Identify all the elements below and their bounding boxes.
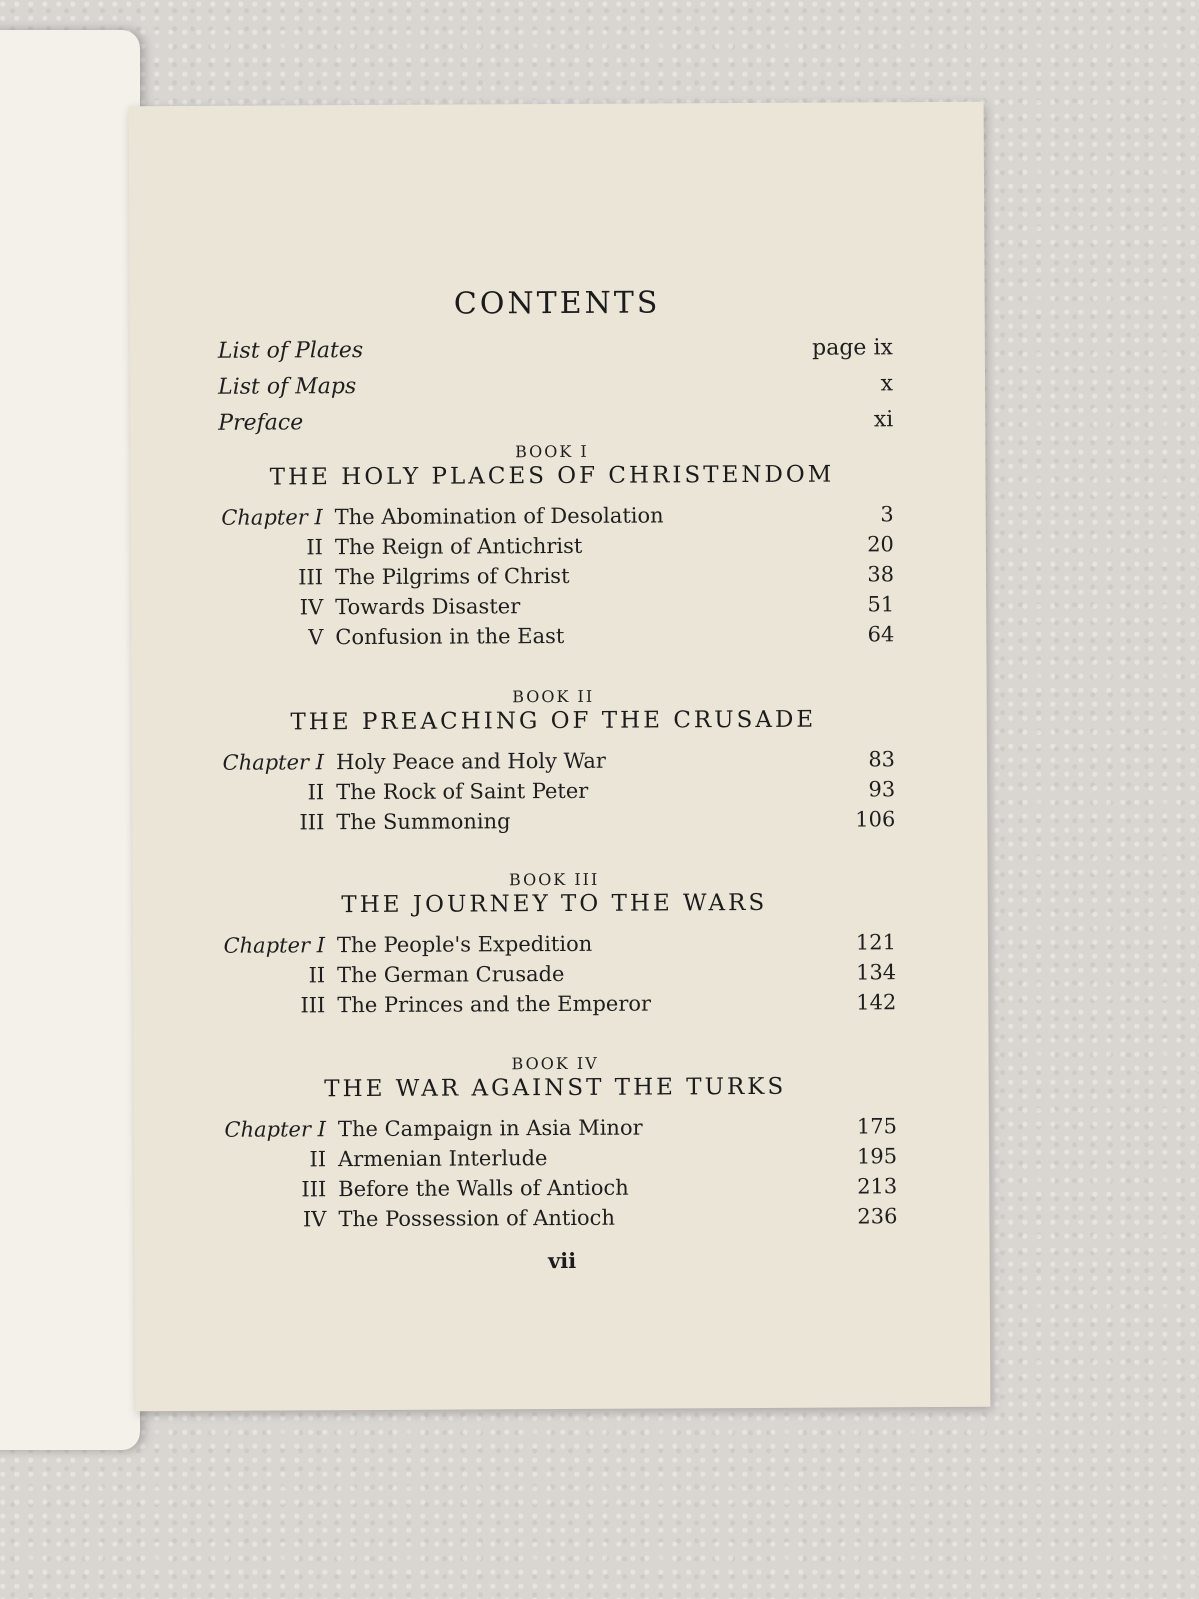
chapter-title: Before the Walls of Antioch: [338, 1175, 629, 1202]
chapter-row: [214, 1171, 897, 1205]
chapter-page: 236: [857, 1204, 898, 1229]
front-matter-label: List of Plates: [217, 338, 364, 364]
chapter-title: Holy Peace and Holy War: [335, 748, 606, 775]
chapter-page: 195: [856, 1144, 898, 1169]
chapter-title: The Campaign in Asia Minor: [337, 1115, 643, 1142]
chapter-number: III: [300, 993, 326, 1018]
book-title: THE PREACHING OF THE CRUSADE: [290, 706, 817, 736]
chapter-title: The Summoning: [336, 809, 511, 835]
chapter-title: The People's Expedition: [336, 931, 593, 958]
chapter-page: 64: [867, 622, 895, 647]
chapter-page: 93: [868, 777, 896, 802]
chapter-row: [214, 1111, 897, 1145]
chapter-page: 106: [855, 807, 896, 832]
front-matter-label: Preface: [218, 410, 304, 436]
front-matter-page: x: [880, 371, 894, 397]
front-matter-item: [218, 330, 893, 370]
chapter-page: 3: [880, 502, 894, 527]
chapter-number: III: [301, 1177, 327, 1202]
page-title: CONTENTS: [453, 285, 661, 322]
book-title: THE HOLY PLACES OF CHRISTENDOM: [269, 461, 835, 491]
chapter-title: The Possession of Antioch: [338, 1205, 616, 1232]
book-label: BOOK I: [515, 441, 589, 462]
chapter-number: III: [299, 810, 325, 835]
book-title: THE JOURNEY TO THE WARS: [341, 889, 768, 919]
chapter-row: [212, 804, 895, 838]
front-matter-page: xi: [873, 407, 894, 433]
chapter-number: III: [298, 565, 324, 590]
book-section-3: [213, 860, 897, 1021]
book-label: BOOK IV: [511, 1053, 599, 1074]
book-label: BOOK II: [512, 686, 595, 707]
front-matter-item: [218, 366, 893, 406]
chapter-page: 213: [857, 1174, 898, 1199]
chapter-title: The Rock of Saint Peter: [336, 778, 589, 805]
chapter-title: The German Crusade: [337, 961, 565, 988]
chapter-number: Chapter I: [222, 750, 325, 775]
chapter-row: [214, 1201, 897, 1235]
front-matter-label: List of Maps: [217, 374, 357, 400]
chapter-title: The Abomination of Desolation: [334, 503, 664, 530]
page-number: vii: [547, 1247, 577, 1274]
chapter-number: IV: [302, 1207, 327, 1232]
chapter-row: [211, 529, 894, 563]
chapter-row: [212, 744, 895, 778]
chapter-row: [214, 1141, 897, 1175]
chapter-page: 83: [868, 747, 896, 772]
book-title: THE WAR AGAINST THE TURKS: [324, 1073, 787, 1103]
chapter-row: [213, 987, 896, 1021]
chapter-number: II: [306, 535, 323, 560]
chapter-page: 20: [867, 532, 894, 557]
chapter-title: The Reign of Antichrist: [334, 533, 583, 560]
chapter-row: [211, 589, 894, 623]
chapter-row: [212, 774, 895, 808]
book-page: [129, 102, 991, 1411]
chapter-page: 134: [855, 960, 897, 985]
book-section-4: [214, 1044, 898, 1235]
chapter-row: [211, 499, 894, 533]
book-section-2: [212, 677, 896, 838]
chapter-row: [213, 927, 896, 961]
chapter-number: V: [308, 625, 324, 650]
chapter-page: 38: [867, 562, 895, 587]
chapter-number: IV: [299, 595, 324, 620]
chapter-title: The Princes and the Emperor: [337, 991, 652, 1018]
chapter-row: [211, 619, 894, 653]
book-section-1: [210, 432, 894, 653]
left-page: [0, 30, 140, 1450]
chapter-number: II: [307, 780, 325, 805]
chapter-page: 142: [856, 990, 897, 1015]
front-matter: [218, 330, 894, 442]
chapter-row: [211, 559, 894, 593]
chapter-number: Chapter I: [223, 933, 326, 958]
chapter-page: 51: [867, 592, 895, 617]
chapter-title: Armenian Interlude: [338, 1146, 548, 1172]
chapter-title: Towards Disaster: [335, 594, 521, 620]
chapter-number: II: [308, 963, 326, 988]
book-label: BOOK III: [508, 869, 600, 890]
chapter-page: 175: [856, 1114, 898, 1139]
chapter-title: The Pilgrims of Christ: [334, 563, 570, 590]
chapter-number: Chapter I: [221, 505, 323, 530]
chapter-number: II: [309, 1147, 327, 1172]
chapter-title: Confusion in the East: [335, 623, 565, 650]
chapter-number: Chapter I: [224, 1117, 327, 1142]
chapter-page: 121: [855, 930, 897, 955]
front-matter-page: page ix: [812, 335, 893, 361]
chapter-row: [213, 957, 896, 991]
